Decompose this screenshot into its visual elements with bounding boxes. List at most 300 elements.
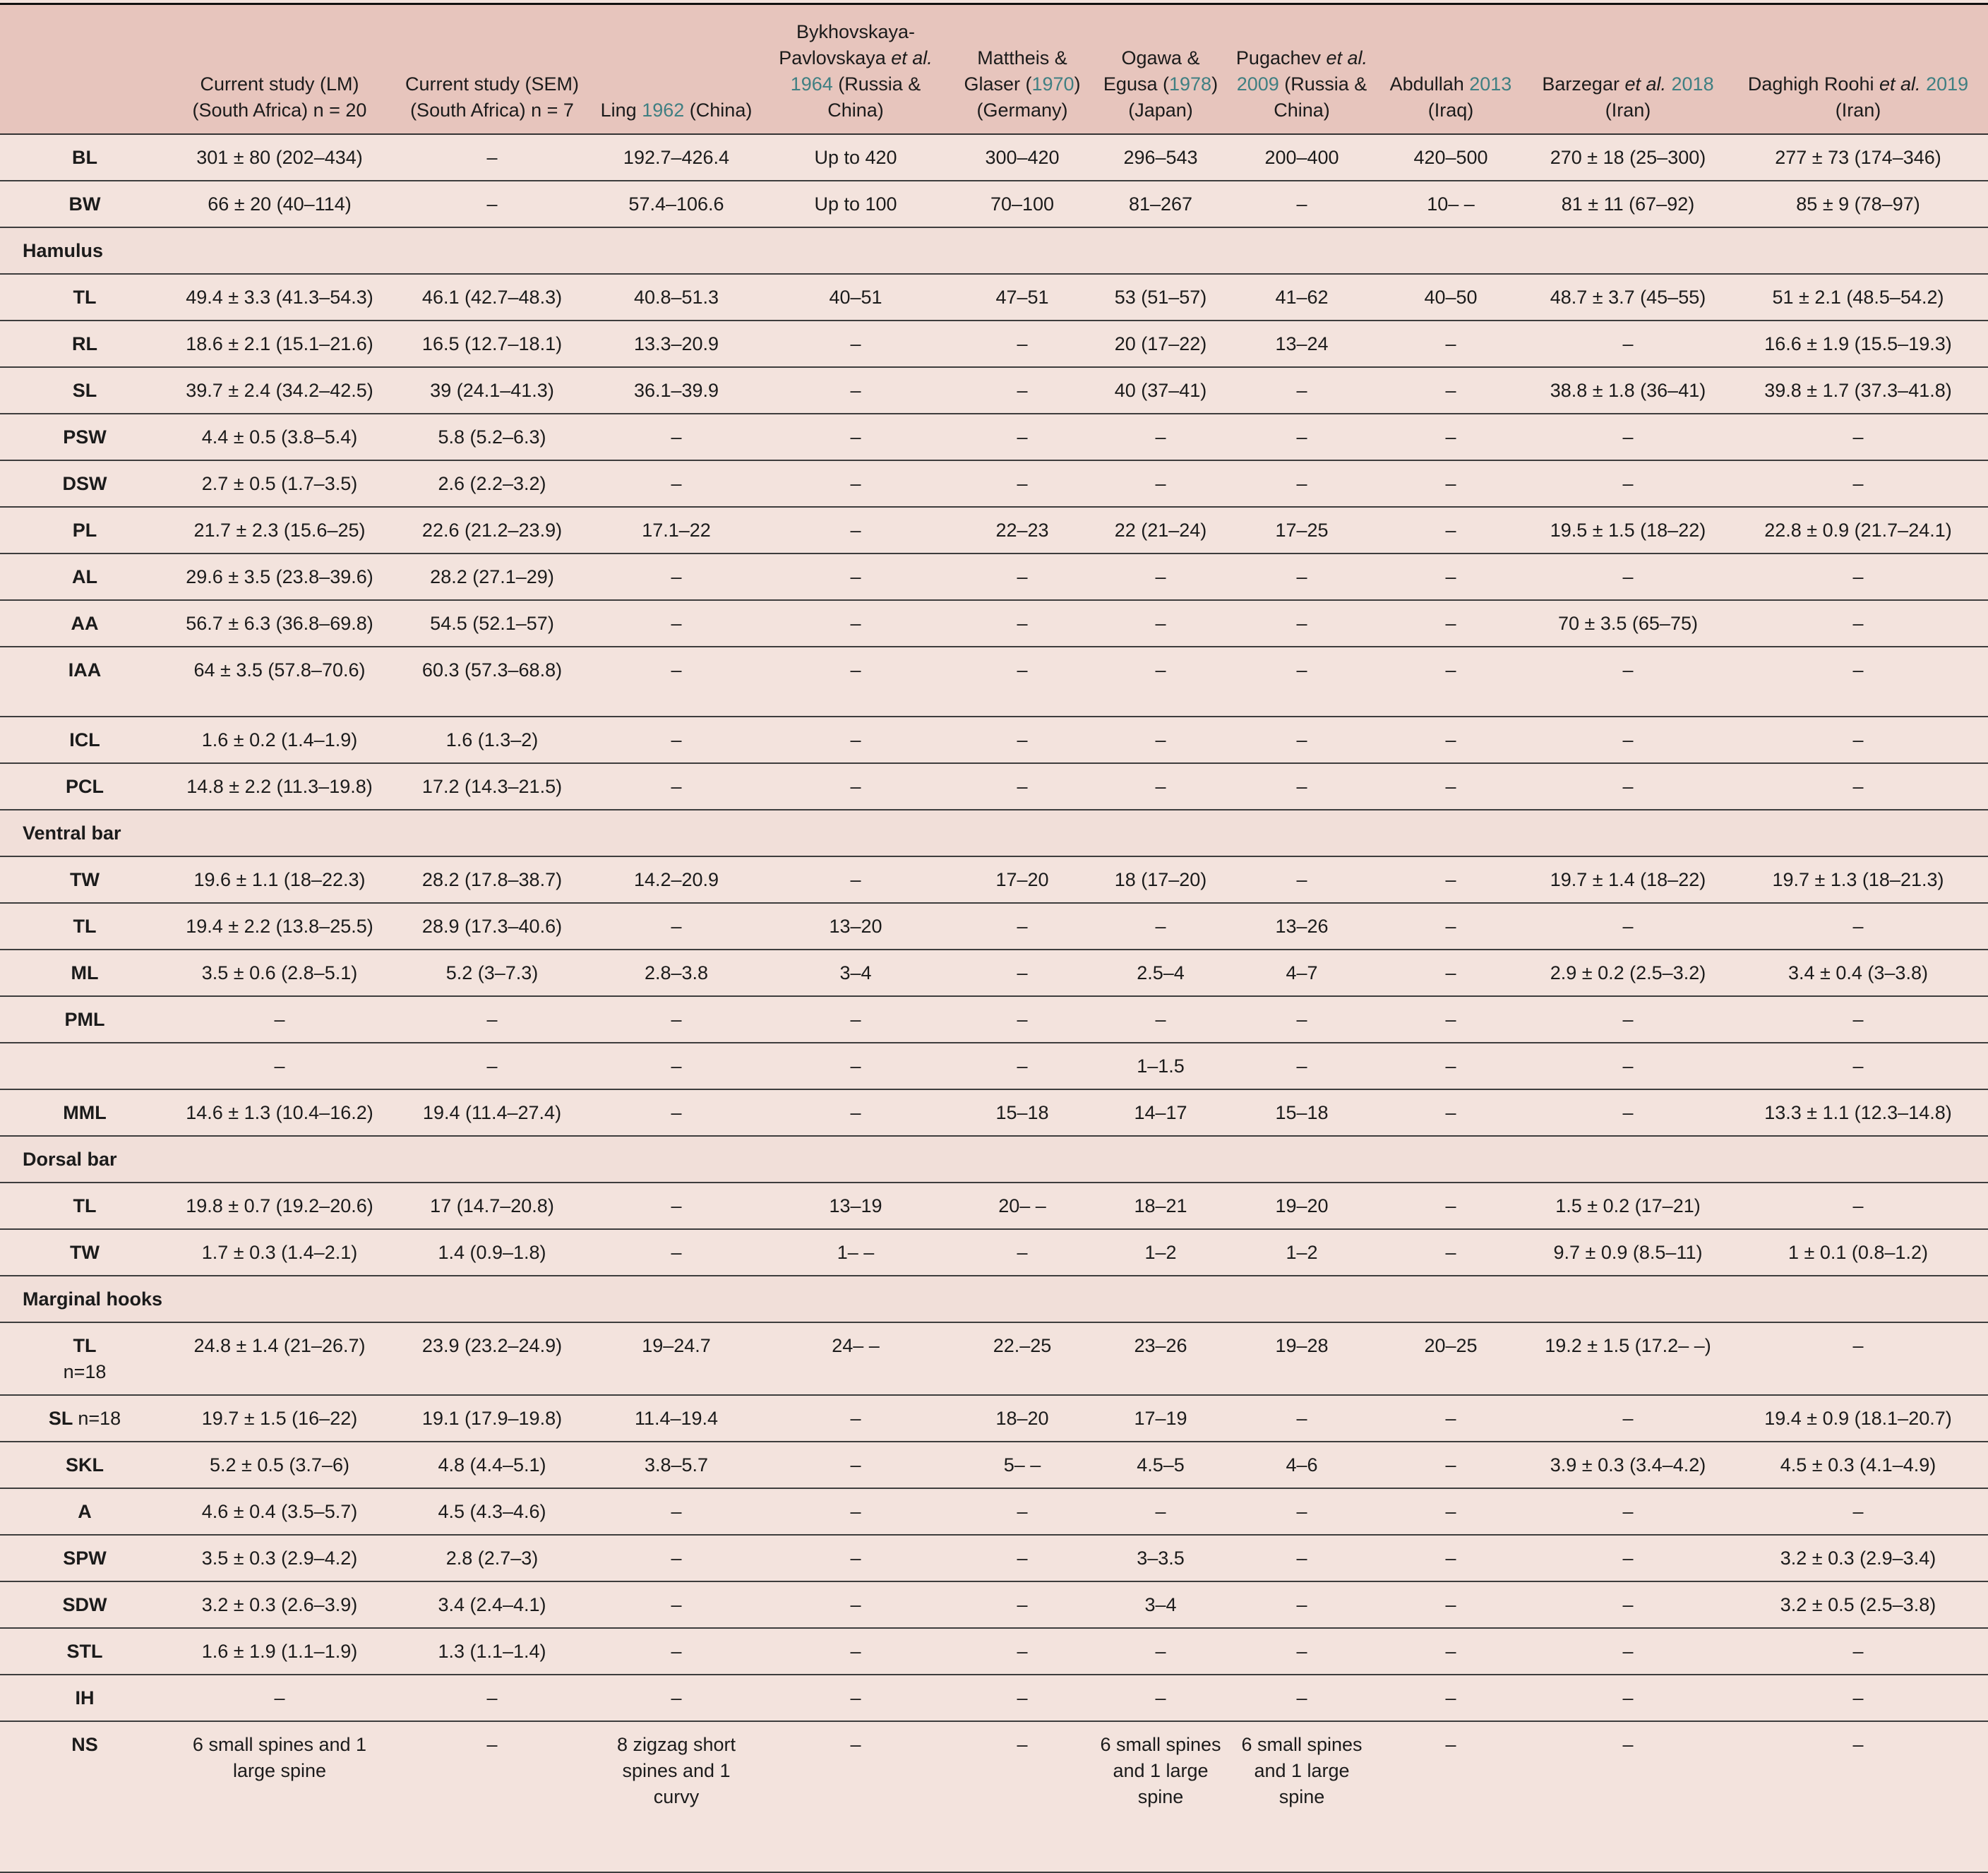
row-label-text: A	[78, 1501, 92, 1522]
table-cell: 19–24.7	[594, 1322, 758, 1395]
table-cell: –	[1528, 1395, 1728, 1442]
column-header-text: Bykhovskaya-Pavlovskaya	[779, 21, 916, 68]
row-label-text: MML	[63, 1102, 107, 1123]
table-cell: –	[1091, 763, 1230, 810]
table-cell: 18 (17–20)	[1091, 856, 1230, 903]
table-cell: 3.8–5.7	[594, 1442, 758, 1488]
table-cell: 22.6 (21.2–23.9)	[390, 507, 594, 553]
table-cell: –	[1091, 553, 1230, 600]
table-cell: 1.6 (1.3–2)	[390, 717, 594, 763]
table-cell: –	[1091, 717, 1230, 763]
table-cell: –	[594, 1675, 758, 1721]
table-cell: –	[594, 1089, 758, 1136]
table-cell: –	[1230, 1535, 1374, 1581]
table-cell: –	[1728, 600, 1988, 647]
table-cell: –	[1528, 1043, 1728, 1089]
table-row	[0, 1442, 1988, 1488]
table-cell: –	[953, 1675, 1091, 1721]
column-header	[1728, 4, 1988, 135]
table-row	[0, 274, 1988, 321]
table-row	[0, 1535, 1988, 1581]
column-header-text: (China)	[684, 100, 753, 121]
table-cell: 19.5 ± 1.5 (18–22)	[1528, 507, 1728, 553]
table-cell: 28.2 (17.8–38.7)	[390, 856, 594, 903]
table-cell: –	[594, 1043, 758, 1089]
table-cell: 21.7 ± 2.3 (15.6–25)	[169, 507, 390, 553]
table-cell: –	[594, 414, 758, 460]
table-row	[0, 763, 1988, 810]
row-label	[0, 507, 169, 553]
table-cell: 17–19	[1091, 1395, 1230, 1442]
row-label-text: TL	[73, 1335, 97, 1356]
row-label-text: BL	[72, 147, 97, 168]
table-cell: 301 ± 80 (202–434)	[169, 134, 390, 181]
table-cell: 13.3–20.9	[594, 321, 758, 367]
column-header-text: Pugachev	[1235, 47, 1327, 68]
table-cell: 1.6 ± 1.9 (1.1–1.9)	[169, 1628, 390, 1675]
table-cell: 14–17	[1091, 1089, 1230, 1136]
table-cell: 300–420	[953, 134, 1091, 181]
table-cell: Up to 100	[758, 181, 953, 227]
table-cell: 6 small spines and 1 large spine	[1091, 1721, 1230, 1872]
table-cell: –	[1374, 1675, 1528, 1721]
table-row	[0, 1322, 1988, 1395]
table-cell: –	[594, 996, 758, 1043]
table-cell: –	[758, 1043, 953, 1089]
table-cell: 23.9 (23.2–24.9)	[390, 1322, 594, 1395]
row-label	[0, 1442, 169, 1488]
table-cell: –	[758, 414, 953, 460]
table-cell: –	[953, 1488, 1091, 1535]
table-cell: 5.2 ± 0.5 (3.7–6)	[169, 1442, 390, 1488]
table-row	[0, 1043, 1988, 1089]
table-cell: –	[1230, 600, 1374, 647]
table-cell: 5.8 (5.2–6.3)	[390, 414, 594, 460]
table-cell: –	[1374, 903, 1528, 950]
table-cell: –	[1374, 1043, 1528, 1089]
row-label	[0, 1322, 169, 1395]
table-cell: 28.9 (17.3–40.6)	[390, 903, 594, 950]
table-cell: –	[1528, 903, 1728, 950]
table-cell: –	[758, 1488, 953, 1535]
citation-year-link[interactable]: 2013	[1469, 73, 1512, 95]
table-row	[0, 1183, 1988, 1229]
table-cell: 3.5 ± 0.3 (2.9–4.2)	[169, 1535, 390, 1581]
table-cell: –	[594, 553, 758, 600]
table-row	[0, 1581, 1988, 1628]
table-cell: 2.7 ± 0.5 (1.7–3.5)	[169, 460, 390, 507]
table-cell: 85 ± 9 (78–97)	[1728, 181, 1988, 227]
table-cell: 2.8–3.8	[594, 950, 758, 996]
table-cell: 19.6 ± 1.1 (18–22.3)	[169, 856, 390, 903]
table-cell: –	[1728, 1675, 1988, 1721]
table-cell: –	[953, 1535, 1091, 1581]
table-cell: –	[594, 903, 758, 950]
row-label	[0, 321, 169, 367]
table-cell: 54.5 (52.1–57)	[390, 600, 594, 647]
table-cell: –	[594, 763, 758, 810]
table-cell: –	[594, 647, 758, 717]
table-cell: 4.5 ± 0.3 (4.1–4.9)	[1728, 1442, 1988, 1488]
table-cell: –	[594, 717, 758, 763]
table-cell: 1 ± 0.1 (0.8–1.2)	[1728, 1229, 1988, 1276]
table-cell: –	[1728, 1183, 1988, 1229]
table-cell: –	[1374, 553, 1528, 600]
table-cell: –	[390, 1675, 594, 1721]
table-cell: –	[1374, 1229, 1528, 1276]
table-cell: –	[1728, 903, 1988, 950]
row-label	[0, 600, 169, 647]
table-cell: 4.4 ± 0.5 (3.8–5.4)	[169, 414, 390, 460]
row-label	[0, 367, 169, 414]
table-cell: 39.8 ± 1.7 (37.3–41.8)	[1728, 367, 1988, 414]
table-cell: 4–6	[1230, 1442, 1374, 1488]
table-cell: –	[390, 134, 594, 181]
citation-year-link[interactable]: 1978	[1168, 73, 1212, 95]
row-label-text: BW	[68, 193, 101, 215]
table-cell: –	[1528, 1721, 1728, 1872]
table-cell: –	[758, 1535, 953, 1581]
table-cell: –	[758, 460, 953, 507]
row-label	[0, 996, 169, 1043]
table-cell: 270 ± 18 (25–300)	[1528, 134, 1728, 181]
citation-year-link[interactable]: 1962	[642, 100, 685, 121]
column-header-text: et al.	[1879, 73, 1921, 95]
table-cell: –	[594, 1488, 758, 1535]
row-label-text: IAA	[68, 659, 102, 681]
row-label	[0, 763, 169, 810]
table-cell: 3.5 ± 0.6 (2.8–5.1)	[169, 950, 390, 996]
row-label	[0, 1628, 169, 1675]
column-header-text: (Iran)	[1605, 100, 1651, 121]
table-cell: –	[758, 553, 953, 600]
table-row	[0, 1675, 1988, 1721]
table-cell: –	[1230, 763, 1374, 810]
table-cell: –	[1374, 1442, 1528, 1488]
row-label-text: TL	[73, 1195, 97, 1216]
table-cell: –	[953, 903, 1091, 950]
table-cell: –	[1091, 996, 1230, 1043]
table-row	[0, 1721, 1988, 1872]
table-cell: –	[758, 763, 953, 810]
citation-year-link[interactable]: 2018	[1671, 73, 1714, 95]
table-cell: 19–20	[1230, 1183, 1374, 1229]
table-cell: –	[1528, 553, 1728, 600]
table-cell: 17–20	[953, 856, 1091, 903]
table-header	[0, 4, 1988, 135]
table-cell: 3.4 (2.4–4.1)	[390, 1581, 594, 1628]
table-row	[0, 1628, 1988, 1675]
table-cell: 36.1–39.9	[594, 367, 758, 414]
column-header-text: Barzegar	[1542, 73, 1625, 95]
table-cell: –	[1374, 600, 1528, 647]
table-cell: 3.2 ± 0.3 (2.9–3.4)	[1728, 1535, 1988, 1581]
row-label-text: AA	[71, 613, 99, 634]
table-cell: 24.8 ± 1.4 (21–26.7)	[169, 1322, 390, 1395]
table-row	[0, 647, 1988, 717]
table-cell: 277 ± 73 (174–346)	[1728, 134, 1988, 181]
row-label	[0, 1581, 169, 1628]
row-label-text: DSW	[62, 473, 107, 494]
table-cell: 16.6 ± 1.9 (15.5–19.3)	[1728, 321, 1988, 367]
row-label	[0, 274, 169, 321]
sample-size-note: n=18	[78, 1408, 121, 1429]
table-cell: 60.3 (57.3–68.8)	[390, 647, 594, 717]
table-cell: 17.2 (14.3–21.5)	[390, 763, 594, 810]
table-cell: –	[1230, 1628, 1374, 1675]
table-cell: 2.5–4	[1091, 950, 1230, 996]
table-cell: 70 ± 3.5 (65–75)	[1528, 600, 1728, 647]
column-header	[1374, 4, 1528, 135]
table-row	[0, 856, 1988, 903]
row-label-text: PL	[72, 520, 97, 541]
table-cell: –	[1374, 1581, 1528, 1628]
table-cell: –	[1728, 763, 1988, 810]
table-cell: 15–18	[1230, 1089, 1374, 1136]
column-header-text: Ling	[600, 100, 642, 121]
table-cell: –	[1374, 1488, 1528, 1535]
table-cell: –	[758, 1395, 953, 1442]
table-cell: –	[1230, 1395, 1374, 1442]
table-cell: –	[1728, 460, 1988, 507]
table-cell: 49.4 ± 3.3 (41.3–54.3)	[169, 274, 390, 321]
table-row	[0, 1229, 1988, 1276]
column-header-text: (Russia & China)	[1274, 73, 1367, 121]
table-cell: 3–3.5	[1091, 1535, 1230, 1581]
section-title: Ventral bar	[0, 810, 1988, 856]
table-cell: 6 small spines and 1 large spine	[1230, 1721, 1374, 1872]
row-label-text: IH	[75, 1687, 95, 1709]
table-cell: 40–50	[1374, 274, 1528, 321]
row-label-text: PCL	[66, 776, 104, 797]
row-label	[0, 1488, 169, 1535]
table-cell: –	[1230, 647, 1374, 717]
table-cell: 192.7–426.4	[594, 134, 758, 181]
table-cell: –	[1230, 367, 1374, 414]
table-cell: –	[953, 367, 1091, 414]
table-cell: –	[1230, 856, 1374, 903]
row-label	[0, 134, 169, 181]
table-cell: 24– –	[758, 1322, 953, 1395]
column-header-text: et al.	[1326, 47, 1368, 68]
table-cell: 2.8 (2.7–3)	[390, 1535, 594, 1581]
row-label-text: STL	[66, 1641, 103, 1662]
table-cell: –	[1728, 1628, 1988, 1675]
table-cell: –	[953, 1628, 1091, 1675]
table-cell: –	[169, 1675, 390, 1721]
row-label-text: TW	[70, 1242, 100, 1263]
section-title: Marginal hooks	[0, 1276, 1988, 1322]
table-cell: –	[1230, 1581, 1374, 1628]
section-row	[0, 810, 1988, 856]
table-cell: –	[1728, 717, 1988, 763]
table-cell: –	[758, 647, 953, 717]
citation-year-link[interactable]: 2019	[1926, 73, 1969, 95]
table-cell: –	[1374, 950, 1528, 996]
table-cell: 3.2 ± 0.3 (2.6–3.9)	[169, 1581, 390, 1628]
table-cell: –	[953, 647, 1091, 717]
table-row	[0, 460, 1988, 507]
table-cell: –	[953, 996, 1091, 1043]
row-label	[0, 1535, 169, 1581]
table-cell: 19–28	[1230, 1322, 1374, 1395]
column-header-text: et al.	[1624, 73, 1666, 95]
table-body	[0, 134, 1988, 1872]
table-cell: –	[758, 1628, 953, 1675]
column-header-text: ) (Germany)	[976, 73, 1081, 121]
table-cell: –	[758, 1089, 953, 1136]
column-header	[169, 4, 390, 135]
table-cell: 13–26	[1230, 903, 1374, 950]
table-cell: 22.–25	[953, 1322, 1091, 1395]
table-row	[0, 903, 1988, 950]
table-cell: –	[953, 1721, 1091, 1872]
table-cell: 13–24	[1230, 321, 1374, 367]
column-header-text	[1666, 73, 1672, 95]
table-cell: –	[1091, 1675, 1230, 1721]
table-cell: –	[169, 1043, 390, 1089]
column-header	[594, 4, 758, 135]
table-cell: 1– –	[758, 1229, 953, 1276]
table-cell: –	[1728, 996, 1988, 1043]
table-cell: 51 ± 2.1 (48.5–54.2)	[1728, 274, 1988, 321]
row-label	[0, 903, 169, 950]
table-cell: 40 (37–41)	[1091, 367, 1230, 414]
table-cell: –	[1091, 460, 1230, 507]
column-header-text	[1921, 73, 1927, 95]
row-label	[0, 1675, 169, 1721]
table-cell: 6 small spines and 1 large spine	[169, 1721, 390, 1872]
table-cell: 20–25	[1374, 1322, 1528, 1395]
morphometrics-table	[0, 3, 1988, 1873]
table-cell: 4.5 (4.3–4.6)	[390, 1488, 594, 1535]
table-row	[0, 600, 1988, 647]
row-label-text: ICL	[69, 729, 100, 750]
table-cell: 40.8–51.3	[594, 274, 758, 321]
row-label	[0, 1395, 169, 1442]
column-header-text: Mattheis & Glaser (	[964, 47, 1067, 95]
table-cell: –	[1374, 367, 1528, 414]
table-cell: 3–4	[758, 950, 953, 996]
table-cell: 20– –	[953, 1183, 1091, 1229]
table-cell: –	[1528, 717, 1728, 763]
table-cell: 1.3 (1.1–1.4)	[390, 1628, 594, 1675]
table-cell: –	[953, 600, 1091, 647]
table-row	[0, 414, 1988, 460]
table-cell: 40–51	[758, 274, 953, 321]
table-cell: –	[1728, 1322, 1988, 1395]
table-cell: 1–2	[1230, 1229, 1374, 1276]
row-label	[0, 856, 169, 903]
table-cell: 64 ± 3.5 (57.8–70.6)	[169, 647, 390, 717]
row-label-text: PML	[64, 1009, 105, 1030]
row-label-text: SL	[72, 380, 97, 401]
table-cell: –	[1230, 717, 1374, 763]
table-cell: –	[1728, 1721, 1988, 1872]
table-cell: –	[758, 1721, 953, 1872]
table-cell: –	[594, 460, 758, 507]
citation-year-link[interactable]: 2009	[1236, 73, 1279, 95]
section-row	[0, 227, 1988, 274]
table-cell: –	[1728, 553, 1988, 600]
column-header-text: Abdullah	[1389, 73, 1470, 95]
table-cell: –	[1374, 321, 1528, 367]
row-label-text: TL	[73, 287, 97, 308]
row-label	[0, 553, 169, 600]
table-cell: 1–1.5	[1091, 1043, 1230, 1089]
table-cell: –	[953, 1229, 1091, 1276]
table-row	[0, 507, 1988, 553]
table-cell: –	[1230, 181, 1374, 227]
table-cell: 19.8 ± 0.7 (19.2–20.6)	[169, 1183, 390, 1229]
table-cell: 28.2 (27.1–29)	[390, 553, 594, 600]
table-cell: 420–500	[1374, 134, 1528, 181]
table-cell: –	[390, 996, 594, 1043]
table-cell: 4.6 ± 0.4 (3.5–5.7)	[169, 1488, 390, 1535]
table-row	[0, 321, 1988, 367]
row-label	[0, 647, 169, 717]
table-cell: 17–25	[1230, 507, 1374, 553]
table-cell: 19.4 ± 2.2 (13.8–25.5)	[169, 903, 390, 950]
citation-year-link[interactable]: 1964	[790, 73, 833, 95]
column-header-text: Daghigh Roohi	[1747, 73, 1879, 95]
table-cell: 3.4 ± 0.4 (3–3.8)	[1728, 950, 1988, 996]
table-cell: –	[594, 1183, 758, 1229]
table-cell: –	[953, 553, 1091, 600]
table-cell: –	[1230, 1675, 1374, 1721]
table-row	[0, 1089, 1988, 1136]
table-cell: 4–7	[1230, 950, 1374, 996]
table-cell: –	[1091, 414, 1230, 460]
row-label	[0, 717, 169, 763]
table-cell: –	[594, 1535, 758, 1581]
table-cell: –	[758, 367, 953, 414]
table-cell: 48.7 ± 3.7 (45–55)	[1528, 274, 1728, 321]
table-cell: 5– –	[953, 1442, 1091, 1488]
row-label-text: SPW	[63, 1548, 107, 1569]
table-cell: 2.9 ± 0.2 (2.5–3.2)	[1528, 950, 1728, 996]
table-cell: –	[953, 321, 1091, 367]
table-cell: 22–23	[953, 507, 1091, 553]
row-label	[0, 1183, 169, 1229]
column-header-text: ) (Japan)	[1128, 73, 1218, 121]
table-cell: –	[953, 763, 1091, 810]
sample-size-note: n=18	[63, 1361, 107, 1382]
table-cell: 1.6 ± 0.2 (1.4–1.9)	[169, 717, 390, 763]
table-cell: –	[1528, 1628, 1728, 1675]
column-header	[390, 4, 594, 135]
table-cell: 39.7 ± 2.4 (34.2–42.5)	[169, 367, 390, 414]
table-cell: 20 (17–22)	[1091, 321, 1230, 367]
table-cell: 4.5–5	[1091, 1442, 1230, 1488]
table-cell: –	[1528, 1488, 1728, 1535]
table-cell: 11.4–19.4	[594, 1395, 758, 1442]
table-cell: –	[1374, 414, 1528, 460]
row-label	[0, 1043, 169, 1089]
table-cell: –	[953, 950, 1091, 996]
table-cell: –	[953, 717, 1091, 763]
row-label-text: SL	[48, 1408, 73, 1429]
row-label-text: ML	[71, 962, 99, 983]
table-cell: –	[1230, 414, 1374, 460]
table-cell: 23–26	[1091, 1322, 1230, 1395]
table-cell: 19.4 ± 0.9 (18.1–20.7)	[1728, 1395, 1988, 1442]
table-cell: –	[1091, 1628, 1230, 1675]
table-cell: 19.7 ± 1.3 (18–21.3)	[1728, 856, 1988, 903]
section-row	[0, 1136, 1988, 1183]
table-cell: –	[1528, 996, 1728, 1043]
citation-year-link[interactable]: 1970	[1031, 73, 1074, 95]
